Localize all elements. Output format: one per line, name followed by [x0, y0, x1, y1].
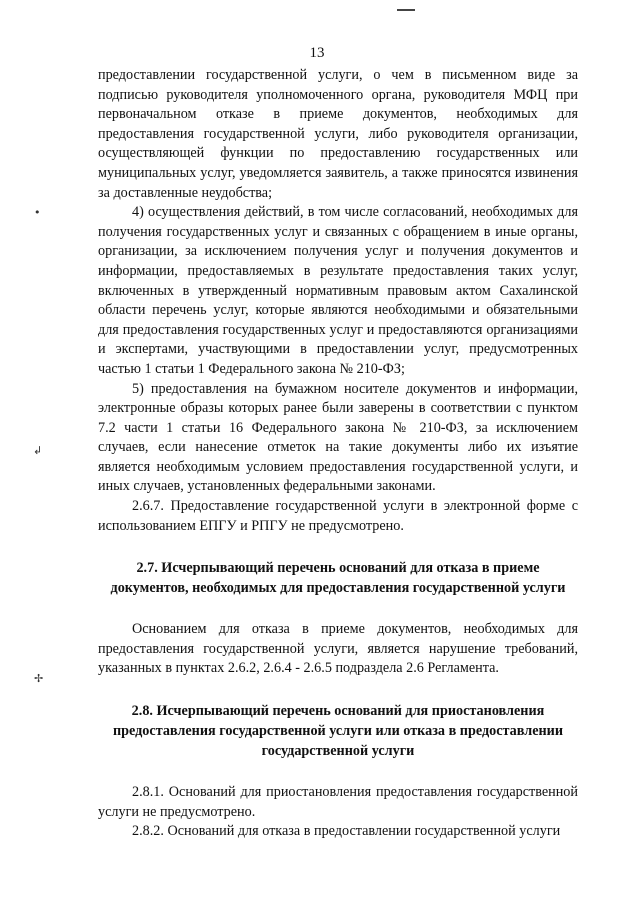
paragraph-2-7-body: Основанием для отказа в приеме документов, необходимых для предоставления государственной услуги, является нарушение требований, указанных в пунктах 2.6.2, 2.6.4 - 2.6.5 подраздела 2.6 Регламента.: [98, 621, 578, 677]
spacer: [98, 598, 578, 620]
margin-cross-mark: ✢: [34, 672, 44, 685]
paragraph-item-4: 4) осуществления действий, в том числе согласований, необходимых для получения государственных услуг и связанных с обращением в иные органы, организации, за исключением получения услуг и получения документов и информации, предоставляемых в результате предоставления таких услуг, включенных в утвержденный нормативным правовым актом Сахалинской области перечень услуг, которые являются необходимыми и обязательными для предоставления государственных услуг и предоставляются организациями и экспертами, участвующими в предоставлении услуг, предусмотренных частью 1 статьи 1 Федерального закона № 210-ФЗ;: [98, 204, 578, 377]
margin-arrow-mark: ↲: [33, 444, 43, 457]
page-number: 13: [309, 45, 325, 61]
margin-dot-mark: •: [34, 206, 41, 219]
section-heading-2-8: 2.8. Исчерпывающий перечень оснований для приостановления предоставления государственной услуги или отказа в предоставлении государственной услуги: [112, 703, 564, 760]
section-heading-2-7: 2.7. Исчерпывающий перечень оснований для отказа в приеме документов, необходимых для предоставления государственной услуги: [110, 560, 566, 597]
paragraph-item-5: 5) предоставления на бумажном носителе документов и информации, электронные образы которых ранее были заверены в соответствии с пунктом 7.2 части 1 статьи 16 Федерального закона № 210-ФЗ, за исключением случаев, если нанесение отметок на такие документы либо их изъятие является необходимым условием предоставления государственной услуги, и иных случаев, установленных федеральными законами.: [98, 380, 578, 495]
paragraph-2-8-2: 2.8.2. Оснований для отказа в предоставлении государственной услуги: [132, 823, 561, 840]
top-scan-mark: [397, 9, 415, 11]
spacer: [98, 679, 578, 701]
document-body: [98, 66, 578, 842]
spacer: [98, 761, 578, 783]
spacer: [98, 536, 578, 558]
paragraph-2-6-7: 2.6.7. Предоставление государственной услуги в электронной форме с использованием ЕПГУ и РПГУ не предусмотрено.: [98, 498, 578, 534]
paragraph-2-8-1: 2.8.1. Оснований для приостановления предоставления государственной услуги не предусмотрено.: [98, 784, 578, 820]
paragraph-continuation: предоставлении государственной услуги, о чем в письменном виде за подписью руководителя уполномоченного органа, руководителя МФЦ при первоначальном отказе в приеме документов, необходимых для предоставления государственной услуги, либо руководителя организации, осуществляющей функции по предоставлению государственных или муниципальных услуг, уведомляется заявитель, а также приносятся извинения за доставленные неудобства;: [98, 67, 578, 201]
